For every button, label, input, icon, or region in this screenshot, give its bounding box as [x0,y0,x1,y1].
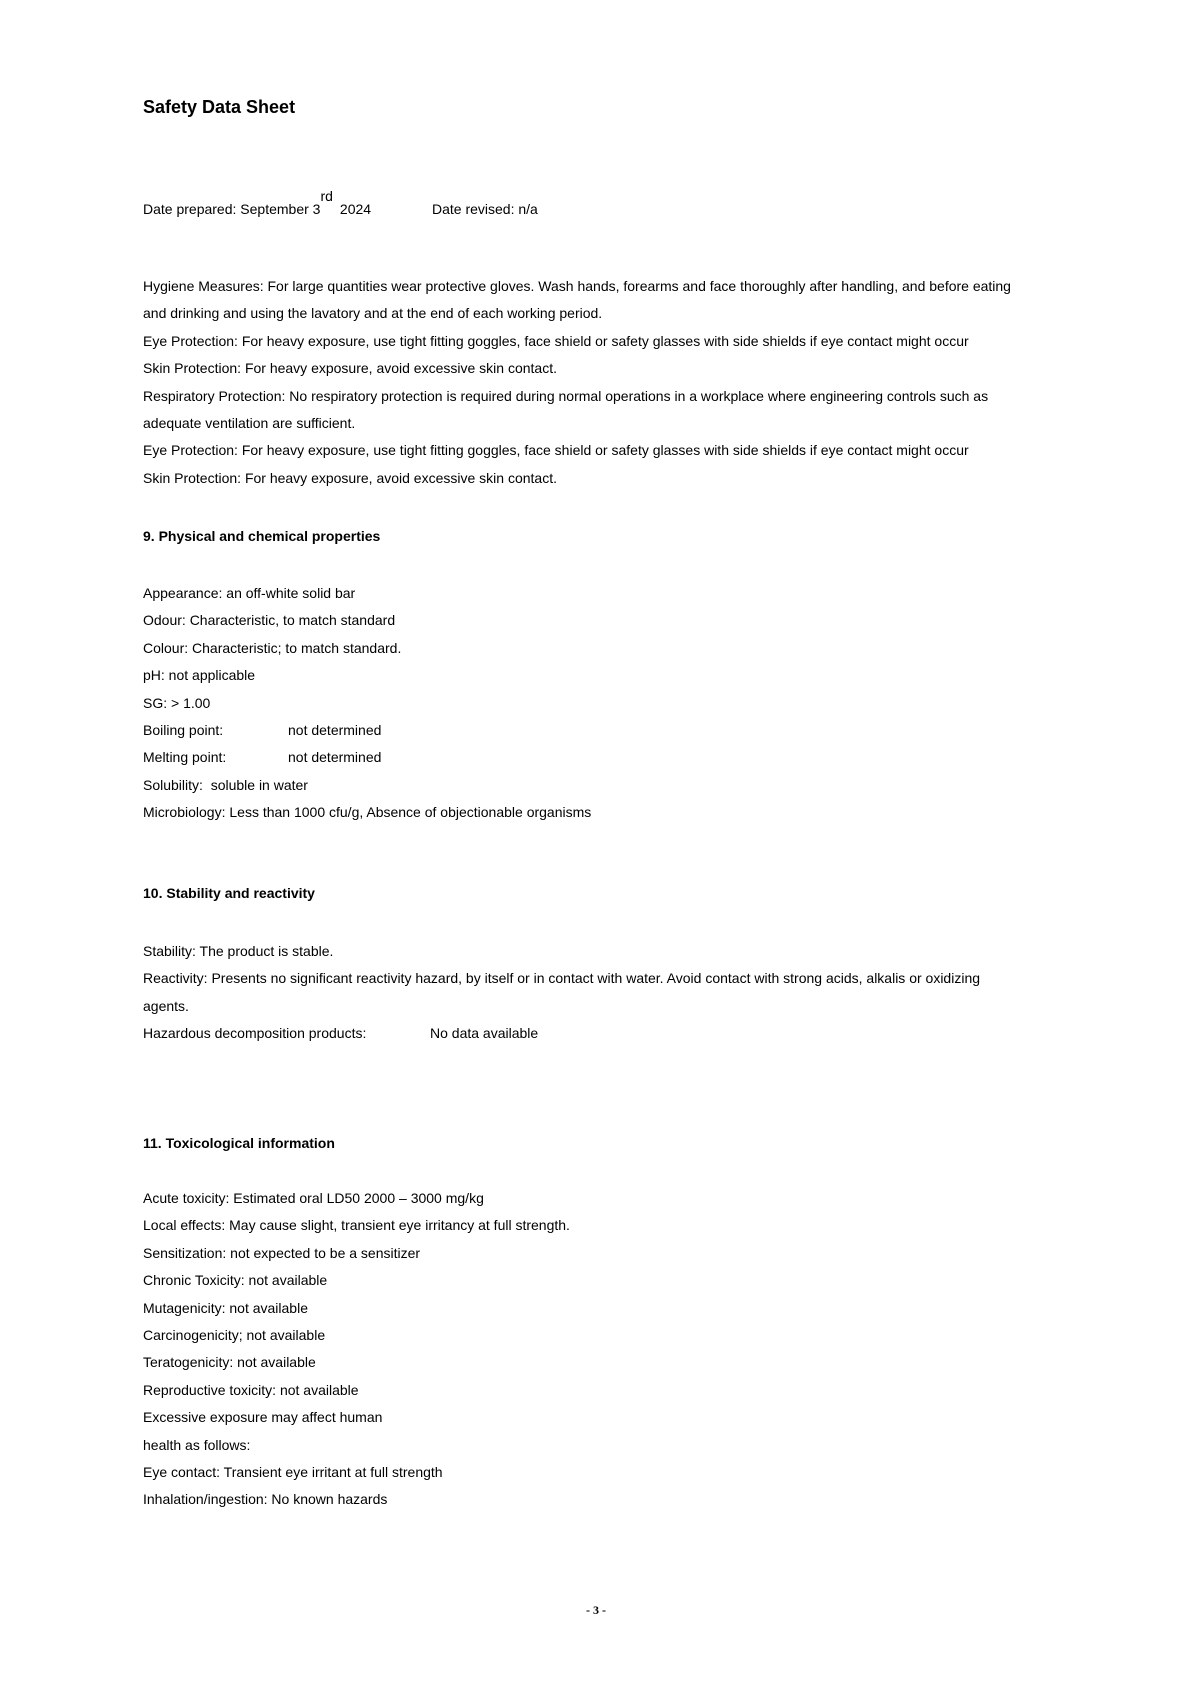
section-11-heading: 11. Toxicological information [143,1135,335,1151]
respiratory-protection-line: adequate ventilation are sufficient. [143,415,356,432]
hazardous-decomposition-line [143,1020,1132,1047]
boiling-point-value: not determined [288,722,382,739]
section-11-body [143,1185,1132,1514]
section-9-body [143,580,1132,827]
local-effects-line: Local effects: May cause slight, transient eye irritancy at full strength. [143,1217,570,1234]
date-revised-text: Date revised: n/a [432,201,538,217]
melting-point-value: not determined [288,749,382,766]
sg-line: SG: > 1.00 [143,694,211,711]
skin-protection-line: Skin Protection: For heavy exposure, avoid excessive skin contact. [143,360,557,377]
exposure-controls-paragraph [143,273,1132,492]
excessive-exposure-line: Excessive exposure may affect human [143,1409,383,1426]
page-number: - 3 - [586,1603,606,1617]
reproductive-toxicity-line: Reproductive toxicity: not available [143,1381,359,1398]
hazardous-decomposition-value: No data available [430,1025,539,1042]
section-9-heading: 9. Physical and chemical properties [143,528,381,544]
eye-contact-line: Eye contact: Transient eye irritant at full strength [143,1464,443,1481]
sensitization-line: Sensitization: not expected to be a sensitizer [143,1244,421,1261]
teratogenicity-line: Teratogenicity: not available [143,1354,316,1371]
document-title: Safety Data Sheet [143,97,296,117]
reactivity-line: agents. [143,997,189,1014]
date-ordinal-superscript: rd [320,188,333,204]
inhalation-ingestion-line: Inhalation/ingestion: No known hazards [143,1491,388,1508]
melting-point-label: Melting point: [143,749,227,766]
eye-protection-line: Eye Protection: For heavy exposure, use tight fitting goggles, face shield or safety glasses with side shields if eye contact might occur [143,442,969,459]
appearance-line: Appearance: an off-white solid bar [143,585,356,601]
hazardous-decomposition-label: Hazardous decomposition products: [143,1025,367,1042]
section-10-body [143,938,1132,1048]
colour-line: Colour: Characteristic; to match standard. [143,639,402,656]
acute-toxicity-line: Acute toxicity: Estimated oral LD50 2000 – 3000 mg/kg [143,1190,484,1206]
section-10-heading: 10. Stability and reactivity [143,885,315,901]
boiling-point-label: Boiling point: [143,722,224,739]
stability-line: Stability: The product is stable. [143,943,334,959]
chronic-toxicity-line: Chronic Toxicity: not available [143,1272,328,1289]
hygiene-measures-line: and drinking and using the lavatory and at the end of each working period. [143,305,603,322]
carcinogenicity-line: Carcinogenicity; not available [143,1327,326,1344]
date-prepared-year: 2024 [339,201,372,217]
solubility-line: Solubility: soluble in water [143,776,308,793]
hygiene-measures-line: Hygiene Measures: For large quantities wear protective gloves. Wash hands, forearms and face thoroughly after handling, and before eating [143,278,1011,294]
date-line [143,188,1132,223]
melting-point-line [143,744,1132,771]
reactivity-line: Reactivity: Presents no significant reactivity hazard, by itself or in contact with water. Avoid contact with strong acids, alkalis or oxidizing [143,970,981,987]
odour-line: Odour: Characteristic, to match standard [143,612,396,629]
eye-protection-line: Eye Protection: For heavy exposure, use tight fitting goggles, face shield or safety glasses with side shields if eye contact might occur [143,332,969,349]
mutagenicity-line: Mutagenicity: not available [143,1299,308,1316]
boiling-point-line [143,717,1132,744]
date-prepared-text: Date prepared: September 3 [143,201,321,217]
skin-protection-line: Skin Protection: For heavy exposure, avoid excessive skin contact. [143,469,557,486]
respiratory-protection-line: Respiratory Protection: No respiratory protection is required during normal operations in a workplace where engineering controls such as [143,387,989,404]
excessive-exposure-line: health as follows: [143,1436,251,1453]
ph-line: pH: not applicable [143,667,256,684]
microbiology-line: Microbiology: Less than 1000 cfu/g, Absence of objectionable organisms [143,804,592,821]
